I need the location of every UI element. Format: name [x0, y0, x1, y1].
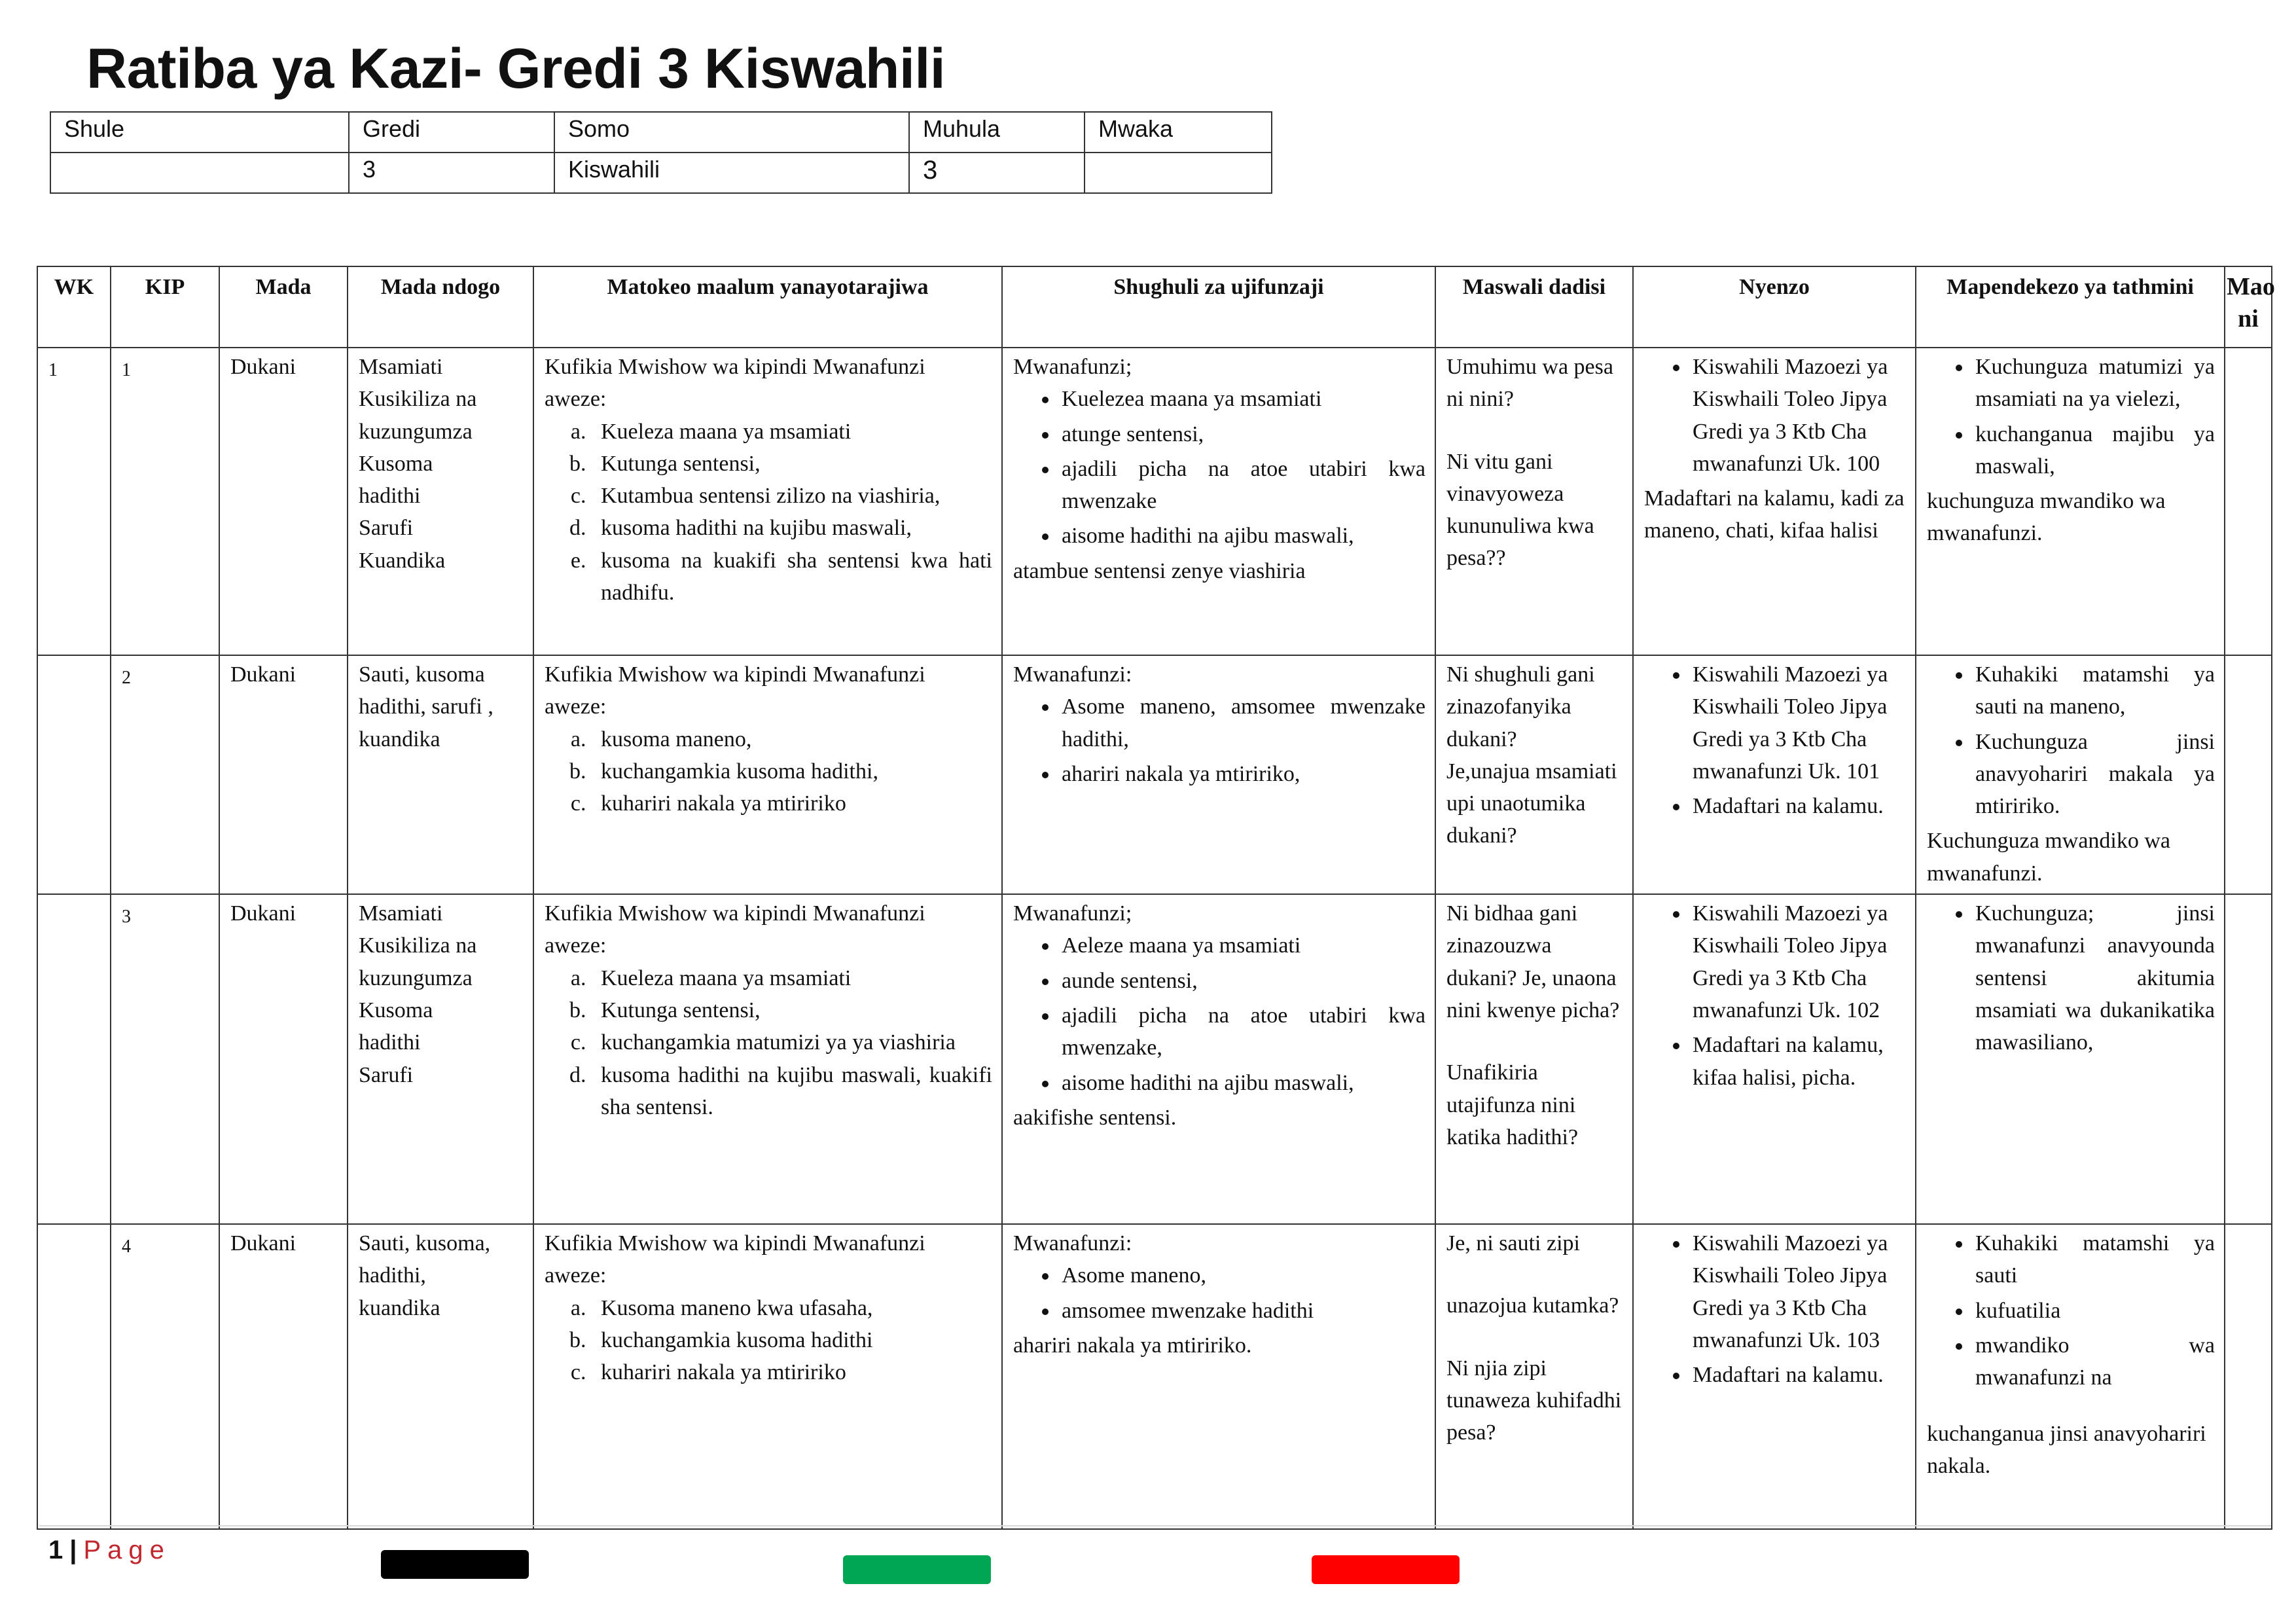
- shughuli-outro: atambue sentensi zenye viashiria: [1013, 558, 1306, 583]
- matokeo-item: c. kuhariri nakala ya mtiririko: [592, 1356, 992, 1388]
- info-value-shule: [50, 153, 349, 193]
- tathmini-item: • mwandiko wa mwanafunzi na: [1973, 1329, 2215, 1394]
- nyenzo-item: • Madaftari na kalamu.: [1690, 1359, 1906, 1391]
- tathmini-item: • kuchanganua majibu ya maswali,: [1973, 418, 2215, 483]
- cell-wk: [37, 1224, 111, 1529]
- mada-ndogo-line: Msamiati: [359, 355, 443, 379]
- cell-mada: Dukani: [219, 348, 348, 655]
- shughuli-item: • atunge sentensi,: [1059, 418, 1426, 450]
- mada-ndogo-line: hadithi: [359, 1030, 421, 1055]
- maswali-item: Je, ni sauti zipi: [1446, 1231, 1580, 1256]
- shughuli-item: • Aeleze maana ya msamiati: [1059, 929, 1426, 962]
- green-flag-bar: [843, 1555, 991, 1584]
- matokeo-item: c. kuhariri nakala ya mtiririko: [592, 787, 992, 820]
- shughuli-item: • Asome maneno,: [1059, 1259, 1426, 1291]
- header-mada-ndogo: Mada ndogo: [348, 266, 533, 348]
- scheme-body: [37, 348, 2272, 1529]
- matokeo-intro: Kufikia Mwishow wa kipindi Mwanafunzi aweze:: [545, 662, 925, 719]
- cell-kip: 1: [111, 348, 219, 655]
- info-value-somo: Kiswahili: [554, 153, 909, 193]
- cell-mada-ndogo: [348, 348, 533, 655]
- cell-matokeo: [533, 655, 1002, 894]
- shughuli-item: • ajadili picha na atoe utabiri kwa mwenzake: [1059, 453, 1426, 518]
- cell-matokeo: [533, 894, 1002, 1224]
- shughuli-item: • ajadili picha na atoe utabiri kwa mwenzake,: [1059, 1000, 1426, 1064]
- matokeo-item: c. kuchangamkia matumizi ya ya viashiria: [592, 1026, 992, 1058]
- info-header-somo: Somo: [554, 112, 909, 153]
- cell-tathmini: [1916, 1224, 2225, 1529]
- mada-ndogo-line: hadithi,: [359, 1263, 426, 1288]
- mada-ndogo-line: Kusoma: [359, 998, 433, 1022]
- cell-nyenzo: [1633, 1224, 1916, 1529]
- cell-tathmini: [1916, 894, 2225, 1224]
- tathmini-outro: Kuchunguza mwandiko wa mwanafunzi.: [1927, 829, 2171, 886]
- matokeo-list: [545, 1292, 992, 1389]
- matokeo-item: a. Kueleza maana ya msamiati: [592, 962, 992, 994]
- maswali-item: Je,unajua msamiati upi unaotumika dukani?: [1446, 759, 1617, 848]
- header-wk: WK: [37, 266, 111, 348]
- tathmini-item: • Kuchunguza jinsi anavyohariri makala ya mtiririko.: [1973, 726, 2215, 823]
- matokeo-list: [545, 723, 992, 820]
- cell-wk: 1: [37, 348, 111, 655]
- matokeo-item: b. kuchangamkia kusoma hadithi: [592, 1324, 992, 1356]
- maswali-item: Ni shughuli gani zinazofanyika dukani?: [1446, 662, 1595, 751]
- scheme-table: [37, 266, 2275, 1530]
- mada-ndogo-line: kuzungumza: [359, 965, 473, 990]
- header-maoni-line2: ni: [2238, 305, 2259, 333]
- nyenzo-item: • Kiswahili Mazoezi ya Kiswhaili Toleo Jipya Gredi ya 3 Ktb Cha mwanafunzi Uk. 100: [1690, 351, 1906, 480]
- page-title: Ratiba ya Kazi- Gredi 3 Kiswahili: [86, 37, 946, 100]
- table-row: [37, 1224, 2272, 1529]
- matokeo-item: e. kusoma na kuakifi sha sentensi kwa hati nadhifu.: [592, 545, 992, 609]
- matokeo-intro: Kufikia Mwishow wa kipindi Mwanafunzi aweze:: [545, 1231, 925, 1288]
- mada-ndogo-line: Sarufi: [359, 1062, 414, 1087]
- info-value-row: [50, 153, 1272, 193]
- matokeo-intro: Kufikia Mwishow wa kipindi Mwanafunzi aweze:: [545, 355, 925, 412]
- tathmini-item: • Kuchunguza matumizi ya msamiati na ya vielezi,: [1973, 351, 2215, 416]
- shughuli-intro: Mwanafunzi:: [1013, 1231, 1132, 1256]
- shughuli-item: • Asome maneno, amsomee mwenzake hadithi,: [1059, 691, 1426, 755]
- header-kip: KIP: [111, 266, 219, 348]
- cell-tathmini: [1916, 655, 2225, 894]
- info-value-gredi: 3: [349, 153, 554, 193]
- nyenzo-item: • Madaftari na kalamu, kifaa halisi, picha.: [1690, 1029, 1906, 1094]
- tathmini-item: • Kuhakiki matamshi ya sauti na maneno,: [1973, 659, 2215, 723]
- cell-shughuli: [1002, 894, 1435, 1224]
- info-table: [50, 111, 1272, 194]
- mada-ndogo-line: hadithi: [359, 484, 421, 509]
- matokeo-intro: Kufikia Mwishow wa kipindi Mwanafunzi aweze:: [545, 901, 925, 958]
- cell-shughuli: [1002, 655, 1435, 894]
- matokeo-item: a. Kueleza maana ya msamiati: [592, 416, 992, 448]
- matokeo-item: a. Kusoma maneno kwa ufasaha,: [592, 1292, 992, 1324]
- table-row: [37, 348, 2272, 655]
- nyenzo-list: [1644, 659, 1906, 822]
- info-header-muhula: Muhula: [909, 112, 1085, 153]
- nyenzo-list: [1644, 1227, 1906, 1391]
- red-flag-bar: [1312, 1555, 1460, 1584]
- maswali-item: unazojua kutamka?: [1446, 1293, 1619, 1318]
- header-matokeo: Matokeo maalum yanayotarajiwa: [533, 266, 1002, 348]
- header-shughuli: Shughuli za ujifunzaji: [1002, 266, 1435, 348]
- tathmini-list: [1927, 1227, 2215, 1394]
- info-header-shule: Shule: [50, 112, 349, 153]
- cell-wk: [37, 894, 111, 1224]
- cell-maswali: [1435, 1224, 1633, 1529]
- info-header-mwaka: Mwaka: [1085, 112, 1272, 153]
- nyenzo-item: • Madaftari na kalamu.: [1690, 790, 1906, 822]
- info-value-mwaka: [1085, 153, 1272, 193]
- table-row: [37, 894, 2272, 1224]
- nyenzo-list: [1644, 897, 1906, 1094]
- tathmini-outro: kuchanganua jinsi anavyohariri nakala.: [1927, 1421, 2206, 1478]
- shughuli-intro: Mwanafunzi;: [1013, 355, 1132, 379]
- header-tathmini: Mapendekezo ya tathmini: [1916, 266, 2225, 348]
- header-mada: Mada: [219, 266, 348, 348]
- page-number-separator: |: [69, 1536, 77, 1564]
- scheme-header-row: [37, 266, 2272, 348]
- cell-nyenzo: [1633, 894, 1916, 1224]
- header-maoni-line1: Mao: [2227, 273, 2275, 300]
- tathmini-list: [1927, 659, 2215, 822]
- matokeo-item: b. kuchangamkia kusoma hadithi,: [592, 755, 992, 787]
- cell-maoni: [2225, 348, 2272, 655]
- shughuli-item: • amsomee mwenzake hadithi: [1059, 1295, 1426, 1327]
- tathmini-item: • Kuhakiki matamshi ya sauti: [1973, 1227, 2215, 1292]
- maswali-item: Ni bidhaa gani zinazouzwa dukani? Je, unaona nini kwenye picha?: [1446, 901, 1620, 1022]
- nyenzo-item: • Kiswahili Mazoezi ya Kiswhaili Toleo Jipya Gredi ya 3 Ktb Cha mwanafunzi Uk. 101: [1690, 659, 1906, 787]
- mada-ndogo-line: Sarufi: [359, 516, 414, 541]
- cell-mada: Dukani: [219, 894, 348, 1224]
- cell-nyenzo: [1633, 655, 1916, 894]
- mada-ndogo-line: Msamiati: [359, 901, 443, 926]
- shughuli-item: • aisome hadithi na ajibu maswali,: [1059, 1067, 1426, 1099]
- matokeo-item: b. Kutunga sentensi,: [592, 448, 992, 480]
- nyenzo-list: [1644, 351, 1906, 480]
- header-maoni: [2225, 266, 2275, 348]
- cell-wk: [37, 655, 111, 894]
- tathmini-outro: kuchunguza mwandiko wa mwanafunzi.: [1927, 489, 2166, 546]
- cell-matokeo: [533, 1224, 1002, 1529]
- shughuli-list: [1013, 691, 1426, 790]
- shughuli-item: • Kuelezea maana ya msamiati: [1059, 383, 1426, 415]
- nyenzo-item: • Kiswahili Mazoezi ya Kiswhaili Toleo Jipya Gredi ya 3 Ktb Cha mwanafunzi Uk. 102: [1690, 897, 1906, 1026]
- cell-maoni: [2225, 1224, 2272, 1529]
- mada-ndogo-line: Sauti, kusoma,: [359, 1231, 491, 1256]
- cell-kip: 3: [111, 894, 219, 1224]
- tathmini-item: • kufuatilia: [1973, 1295, 2215, 1327]
- shughuli-outro: aakifishe sentensi.: [1013, 1105, 1177, 1130]
- header-maswali: Maswali dadisi: [1435, 266, 1633, 348]
- shughuli-outro: ahariri nakala ya mtiririko.: [1013, 1333, 1252, 1358]
- shughuli-list: [1013, 1259, 1426, 1327]
- tathmini-item: • Kuchunguza; jinsi mwanafunzi anavyounda sentensi akitumia msamiati wa dukanikatika mawasiliano,: [1973, 897, 2215, 1058]
- matokeo-list: [545, 416, 992, 609]
- matokeo-item: c. Kutambua sentensi zilizo na viashiria,: [592, 480, 992, 512]
- cell-shughuli: [1002, 1224, 1435, 1529]
- cell-maswali: [1435, 348, 1633, 655]
- mada-ndogo-line: Kusoma: [359, 451, 433, 476]
- shughuli-item: • aisome hadithi na ajibu maswali,: [1059, 520, 1426, 552]
- info-value-muhula: 3: [909, 153, 1085, 193]
- page-number-word: Page: [83, 1536, 171, 1564]
- cell-shughuli: [1002, 348, 1435, 655]
- cell-maoni: [2225, 894, 2272, 1224]
- tathmini-list: [1927, 897, 2215, 1058]
- mada-ndogo-line: Kusikiliza na: [359, 933, 477, 958]
- mada-ndogo-line: Kusikiliza na: [359, 387, 477, 412]
- page-number: [48, 1530, 171, 1570]
- cell-mada: Dukani: [219, 1224, 348, 1529]
- black-flag-bar: [381, 1550, 529, 1579]
- cell-maoni: [2225, 655, 2272, 894]
- shughuli-intro: Mwanafunzi;: [1013, 901, 1132, 926]
- mada-ndogo-line: kuzungumza: [359, 419, 473, 444]
- mada-ndogo-line: Sauti, kusoma: [359, 662, 485, 687]
- cell-nyenzo: [1633, 348, 1916, 655]
- mada-ndogo-line: Kuandika: [359, 548, 446, 573]
- mada-ndogo-line: kuandika: [359, 727, 440, 751]
- matokeo-item: d. kusoma hadithi na kujibu maswali, kuakifi sha sentensi.: [592, 1059, 992, 1124]
- nyenzo-item: • Kiswahili Mazoezi ya Kiswhaili Toleo Jipya Gredi ya 3 Ktb Cha mwanafunzi Uk. 103: [1690, 1227, 1906, 1356]
- info-header-row: [50, 112, 1272, 153]
- matokeo-item: d. kusoma hadithi na kujibu maswali,: [592, 512, 992, 544]
- nyenzo-outro: Madaftari na kalamu, kadi za maneno, chati, kifaa halisi: [1644, 486, 1905, 543]
- matokeo-item: b. Kutunga sentensi,: [592, 994, 992, 1026]
- cell-mada-ndogo: [348, 655, 533, 894]
- mada-ndogo-line: kuandika: [359, 1295, 440, 1320]
- cell-mada-ndogo: [348, 894, 533, 1224]
- mada-ndogo-line: hadithi, sarufi ,: [359, 695, 493, 719]
- shughuli-item: • aunde sentensi,: [1059, 965, 1426, 997]
- cell-tathmini: [1916, 348, 2225, 655]
- maswali-item: Ni njia zipi tunaweza kuhifadhi pesa?: [1446, 1356, 1622, 1445]
- maswali-item: Ni vitu gani vinavyoweza kununuliwa kwa pesa??: [1446, 449, 1594, 571]
- maswali-item: Unafikiria utajifunza nini katika hadithi?: [1446, 1060, 1579, 1149]
- shughuli-list: [1013, 383, 1426, 552]
- cell-maswali: [1435, 655, 1633, 894]
- table-row: [37, 655, 2272, 894]
- tathmini-list: [1927, 351, 2215, 482]
- cell-maswali: [1435, 894, 1633, 1224]
- shughuli-intro: Mwanafunzi:: [1013, 662, 1132, 687]
- shughuli-list: [1013, 929, 1426, 1098]
- footer-divider: [39, 1525, 2271, 1526]
- header-nyenzo: Nyenzo: [1633, 266, 1916, 348]
- matokeo-item: a. kusoma maneno,: [592, 723, 992, 755]
- shughuli-item: • ahariri nakala ya mtiririko,: [1059, 758, 1426, 790]
- cell-matokeo: [533, 348, 1002, 655]
- page-number-value: 1: [48, 1536, 63, 1564]
- info-header-gredi: Gredi: [349, 112, 554, 153]
- cell-kip: 4: [111, 1224, 219, 1529]
- cell-kip: 2: [111, 655, 219, 894]
- cell-mada-ndogo: [348, 1224, 533, 1529]
- matokeo-list: [545, 962, 992, 1123]
- cell-mada: Dukani: [219, 655, 348, 894]
- maswali-item: Umuhimu wa pesa ni nini?: [1446, 355, 1613, 412]
